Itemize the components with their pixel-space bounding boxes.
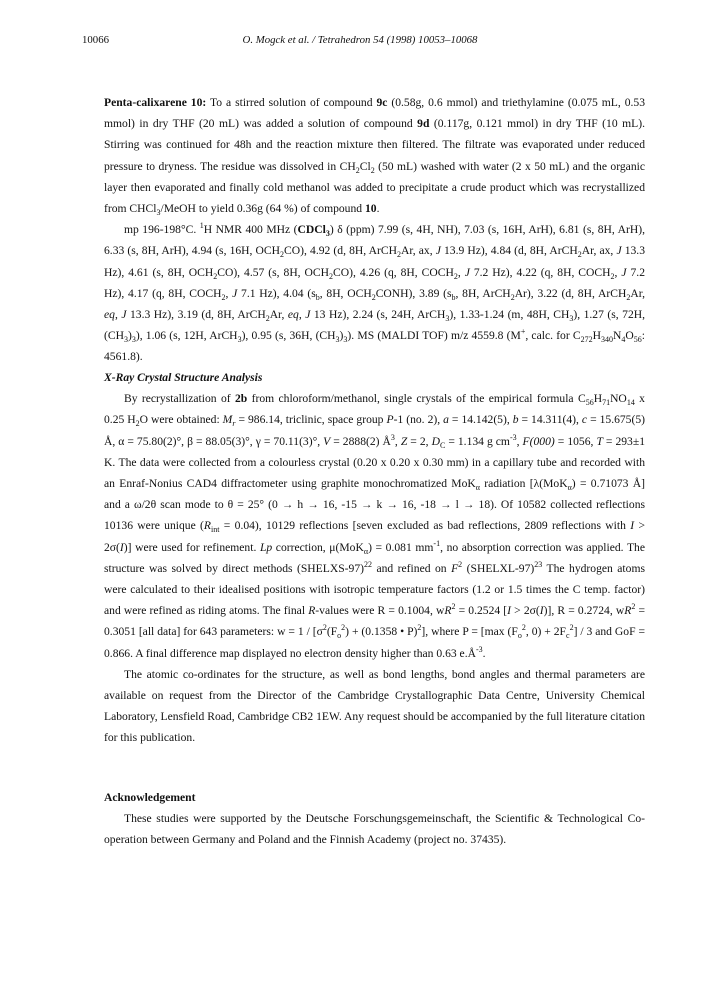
acknowledgement-text: These studies were supported by the Deutsche Forschungsgemeinschaft, the Scientific & Technological Co-operation between Germany and Poland and the Finnish Academy (project no. 37435). (104, 812, 645, 847)
xray-section (104, 367, 645, 749)
acknowledgement-heading: Acknowledgement (104, 791, 196, 804)
compound-ref: 10 (364, 202, 377, 216)
compound-ref: 9d (417, 117, 430, 131)
running-head: O. Mogck et al. / Tetrahedron 54 (1998) 10053–10068 (242, 34, 478, 46)
compound-ref: 9c (376, 96, 388, 109)
characterization-paragraph: mp 196-198°C. $^1$H NMR 400 MHz (CDCl$_3$) δ (ppm) 7.99 (s, 4H, NH), 7.03 (s, 16H, ArH), 6.81 (s, 8H, ArH), 6.33 (s, 8H, ArH), 4.94 (s, 16H, $OCH_2CO$), 4.92 (d, 8H, ArCH$_2$Ar, ax, J 13.9 Hz), 4.84 (d, 8H, ArCH$_2$Ar, ax, J 13.3 Hz), 4.61 (s, 8H, $OCH_2CO$), 4.57 (s, 8H, $OCH_2CO$), 4.26 (q, 8H, $COCH_2$, J 7.2 Hz), 4.22 (q, 8H, $COCH_2$, J 7.2 Hz), 4.17 (q, 8H, $COCH_2$, J 7.1 Hz), 4.04 ($s_b$, 8H, $OCH_2CONH$), 3.89 ($s_b$, 8H, ArCH$_2$Ar), 3.22 (d, 8H, ArCH$_2$Ar, eq, J 13.3 Hz), 3.19 (d, 8H, ArCH$_2$Ar, eq, J 13 Hz), 2.24 (s, 24H, ArCH$_3$), 1.33-1.24 (m, 48H, $CH_3$), 1.27 (s, 72H, $(CH_3)_3$), 1.06 (s, 12H, ArCH$_3$), 0.95 (s, 36H, $(CH_3)_3$). MS (MALDI TOF) m/z 4559.8 (M+, calc. for $C_{272}H_{340}N_4O_{56}$: 4561.8). (104, 221, 646, 364)
xray-paragraph: By recrystallization of 2b from chloroform/methanol, single crystals of the empirical formula $C_{56}H_{71}NO_{14}$ x 0.25 $H_2O$ were obtained: $M_r = 986.14$, triclinic, space group P-1 (no. 2), a = 14.142(5), b = 14.311(4), c = 15.675(5) Å, α = 75.80(2)°, β = 88.05(3)°, γ = 70.11(3)°, V = 2888(2) $Å^3$, Z = 2, $D_C = 1.134$ g $cm^{-3}$, F(000) = 1056, T = 293±1 K. The data were collected from a colourless crystal (0.20 x 0.20 x 0.30 mm) in a capillary tube and recorded with an Enraf-Nonius CAD4 diffractometer using graphite monochromatized MoK$_\alpha$ radiation [λ(MoK$_\alpha$) = 0.71073 Å] and a ω/2θ scan mode to θ = 25° (0 → h → 16, -15 → k → 16, -18 → l → 18). Of 10582 collected reflections 10136 were unique $(R_{int} = 0.04)$, 10129 reflections [seven excluded as bad reflections, 2809 reflections with I > 2σ(I)] were used for refinement. Lp correction, μ(MoK$_\alpha$) = 0.081 $mm^{-1}$, no absorption correction was applied. The structure was solved by direct methods (SHELXS-97)$^{22}$ and refined on $F^2$ (SHELXL-97)$^{23}$ The hydrogen atoms were calculated to their idealised positions with isotropic temperature factors (1.2 or 1.5 times the C temp. factor) and were refined as riding atoms. The final R-values were R = 0.1004, $wR^2 = 0.2524$ [I > 2σ(I)], R = 0.2724, $wR^2 = 0.3051$ [all data] for 643 parameters: $w = 1 / [\sigma^2(F_o^2) + (0.1358$ • P)$^2$], where P = [max ($F_o^2$, $0) + 2F_c^2] / 3$ and GoF = 0.866. A final difference map displayed no electron density higher than 0.63 $e.Å^{-3}$. (104, 392, 646, 660)
section-heading: X-Ray Crystal Structure Analysis (104, 371, 263, 384)
compound-ref: 2b (234, 392, 248, 406)
acknowledgement-section (104, 787, 645, 851)
synthesis-section (104, 92, 645, 368)
page-header (0, 31, 720, 49)
synthesis-paragraph: Penta-calixarene 10: To a stirred solution of compound 9c (0.58g, 0.6 mmol) and triethylamine (0.075 mL, 0.53 mmol) in dry THF (20 mL) was added a solution of compound 9d (0.117g, 0.121 mmol) in dry THF (10 mL). Stirring was continued for 48h and the reaction mixture then filtered. The filtrate was evaporated under reduced pressure to dryness. The residue was dissolved in $CH_2Cl_2$ (50 mL) washed with water (2 x 50 mL) and the organic layer then evaporated and finally cold methanol was added to precipitate a crude product which was recrystallized from CHCl$_3$/MeOH to yield 0.36g (64 %) of compound 10. (104, 96, 645, 218)
deposition-paragraph: The atomic co-ordinates for the structure, as well as bond lengths, bond angles and thermal parameters are available on request from the Director of the Cambridge Crystallographic Data Centre, University Chemical Laboratory, Lensfield Road, Cambridge CB2 1EW. Any request should be accompanied by the full literature citation for this publication. (104, 667, 646, 745)
compound-title: Penta-calixarene 10: (104, 96, 207, 109)
page-number: 10066 (82, 34, 109, 46)
